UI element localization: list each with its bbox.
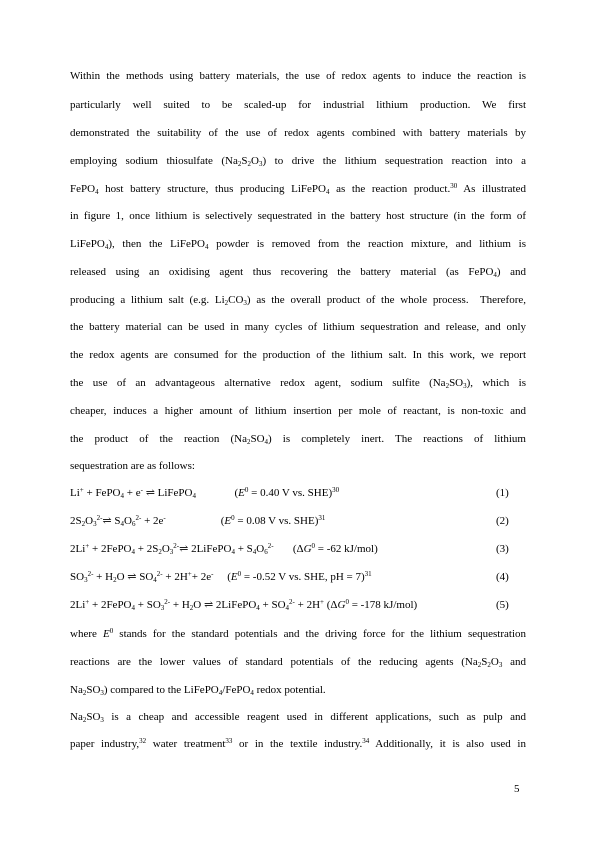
equation-3-number: (3) [496,543,509,555]
text-line: sequestration are as follows: [70,460,195,472]
text-line: the product of the reaction $(Na_2SO_4)$ is completely inert. The reactions of lithium [70,433,526,446]
page-number: 5 [514,783,520,795]
text-line: $Na_2SO_3$) compared to the LiFePO$_4$/FePO$_4$ redox potential. [70,684,326,697]
equation-4-number: (4) [496,571,509,583]
text-line: where $E^0$ stands for the standard potentials and the driving force for the lithium sequestration [70,627,526,640]
equation-2-formula: $2S_2O_3^{2-}\rightleftharpoons$ $S_4O_6^{2-} + 2e^-$ ($E^0 = 0.08$ V vs. SHE)$^{31}$ [70,514,326,528]
text-line: paper industry,$^{32}$ water treatment$^{33}$ or in the textile industry.$^{34}$ Additionally, it is also used in [70,737,526,750]
text-line: Within the methods using battery materials, the use of redox agents to induce the reaction is [70,70,526,82]
text-line: reactions are the lower values of standard potentials of the reducing agents ($Na_2S_2O_3$ and [70,656,526,669]
equation-2-number: (2) [496,515,509,527]
text-line: FePO$_4$ host battery structure, thus producing LiFePO$_4$ as the reaction product.$^{30}$ As illustrated [70,182,527,196]
equation-3-formula: 2Li+ + 2FePO$_4$ + $2S_2O_3^{2-}\rightleftharpoons$ 2LiFePO$_4$ + $S_4O_6^{2-}$ ($\Delta G^0 = -62$ kJ/mol) [70,542,378,556]
text-line: in figure 1, once lithium is selectively sequestrated in the battery host structure (in the form of [70,210,526,222]
text-line: released using an oxidising agent thus recovering the battery material (as FePO$_4$) and [70,266,526,279]
text-line: demonstrated the suitability of the use of redox agents combined with battery materials by [70,127,526,139]
equation-4-formula: $SO_3^{2-} + H_2O$ ⇌ $SO_4^{2-} + 2H^++ 2e^-$ ($E^0 = -0.52$ V vs. SHE, pH = 7)$^{31}$ [70,570,372,584]
text-line: the redox agents are consumed for the production of the lithium salt. In this work, we report [70,349,526,361]
text-line: $Na_2SO_3$ is a cheap and accessible reagent used in different applications, such as pulp and [70,711,526,724]
text-line: employing sodium thiosulfate $(Na_2S_2O_3)$ to drive the lithium sequestration reaction into a [70,155,526,168]
equation-5-number: (5) [496,599,509,611]
text-line: cheaper, induces a higher amount of lithium insertion per mole of reactant, is non-toxic and [70,405,526,417]
text-line: producing a lithium salt (e.g. $Li_2CO_3$) as the overall product of the whole process. Therefore, [70,294,526,307]
text-line: particularly well suited to be scaled-up for industrial lithium production. We first [70,99,526,111]
text-line: LiFePO$_4$), then the LiFePO$_4$ powder is removed from the reaction mixture, and lithium is [70,238,526,251]
equation-5-formula: 2Li+ + 2FePO$_4$ + $SO_3^{2-} + H_2O$ ⇌ 2LiFePO$_4$ + $SO_4^{2-} + 2H^+$ ($\Delta G^0 = -178$ kJ/mol) [70,598,418,612]
equation-1-formula: Li+ + FePO$_4$ + e- ⇌ LiFePO$_4$ ($E^0 = 0.40$ V vs. SHE)$^{30}$ [70,486,340,500]
equation-1-number: (1) [496,487,509,499]
text-line: the use of an advantageous alternative redox agent, sodium sulfite $(Na_2SO_3)$, which is [70,377,526,390]
text-line: the battery material can be used in many cycles of lithium sequestration and release, and only [70,321,526,333]
